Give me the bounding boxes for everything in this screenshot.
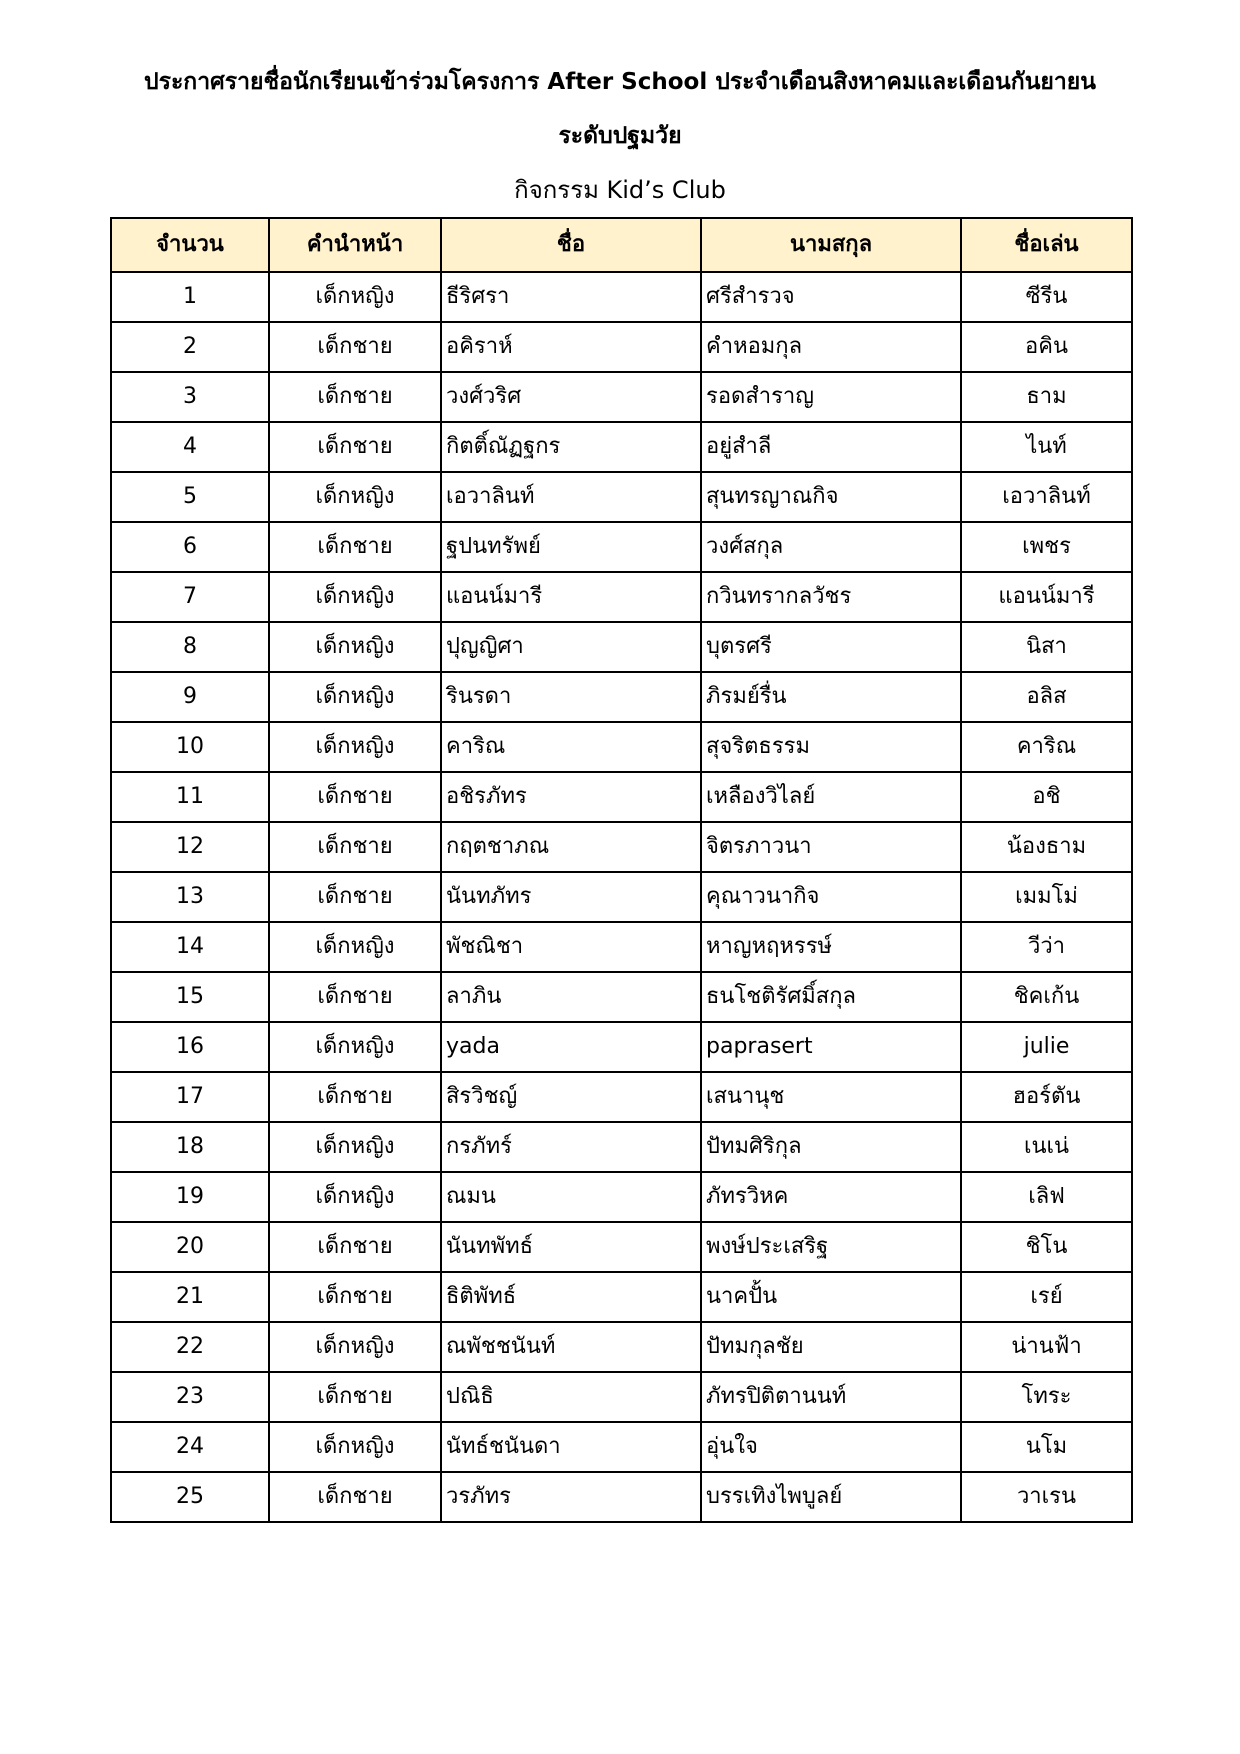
student-roster-table [110, 217, 1133, 1523]
table-row [111, 1422, 1132, 1472]
cell-prefix: เด็กชาย [269, 1222, 441, 1272]
column-header-last-name: นามสกุล [701, 218, 961, 272]
cell-last-name: ภัทรปิติตานนท์ [701, 1372, 961, 1422]
cell-nickname: น้องธาม [961, 822, 1132, 872]
table-row [111, 1472, 1132, 1522]
cell-nickname: เนเน่ [961, 1122, 1132, 1172]
cell-first-name: กรภัทร์ [441, 1122, 701, 1172]
cell-nickname: นโม [961, 1422, 1132, 1472]
cell-first-name: นัทธ์ชนันดา [441, 1422, 701, 1472]
cell-number: 19 [111, 1172, 269, 1222]
cell-number: 4 [111, 422, 269, 472]
cell-nickname: โทระ [961, 1372, 1132, 1422]
cell-number: 1 [111, 272, 269, 322]
column-header-number: จำนวน [111, 218, 269, 272]
cell-number: 9 [111, 672, 269, 722]
cell-prefix: เด็กชาย [269, 322, 441, 372]
cell-first-name: ปณิธิ [441, 1372, 701, 1422]
table-row [111, 922, 1132, 972]
cell-last-name: พงษ์ประเสริฐ [701, 1222, 961, 1272]
cell-prefix: เด็กหญิง [269, 1022, 441, 1072]
table-row [111, 672, 1132, 722]
cell-nickname: ชิคเก้น [961, 972, 1132, 1022]
cell-number: 7 [111, 572, 269, 622]
cell-first-name: ฐปนทรัพย์ [441, 522, 701, 572]
cell-first-name: นันทภัทร [441, 872, 701, 922]
cell-nickname: วีว่า [961, 922, 1132, 972]
cell-number: 23 [111, 1372, 269, 1422]
cell-first-name: ธิติพัทธ์ [441, 1272, 701, 1322]
cell-prefix: เด็กชาย [269, 1472, 441, 1522]
cell-first-name: yada [441, 1022, 701, 1072]
cell-first-name: นันทพัทธ์ [441, 1222, 701, 1272]
cell-last-name: เสนานุช [701, 1072, 961, 1122]
cell-last-name: วงศ์สกุล [701, 522, 961, 572]
cell-prefix: เด็กชาย [269, 1072, 441, 1122]
cell-prefix: เด็กหญิง [269, 572, 441, 622]
cell-last-name: สุจริตธรรม [701, 722, 961, 772]
cell-last-name: บุตรศรี [701, 622, 961, 672]
cell-last-name: เหลืองวิไลย์ [701, 772, 961, 822]
cell-first-name: ณมน [441, 1172, 701, 1222]
table-row [111, 1172, 1132, 1222]
cell-number: 17 [111, 1072, 269, 1122]
cell-first-name: อชิรภัทร [441, 772, 701, 822]
announcement-title: ประกาศรายชื่อนักเรียนเข้าร่วมโครงการ After School ประจำเดือนสิงหาคมและเดือนกันยายน [143, 69, 1097, 95]
cell-prefix: เด็กหญิง [269, 1122, 441, 1172]
cell-prefix: เด็กหญิง [269, 622, 441, 672]
cell-number: 5 [111, 472, 269, 522]
cell-number: 6 [111, 522, 269, 572]
cell-prefix: เด็กชาย [269, 522, 441, 572]
cell-first-name: สิรวิชญ์ [441, 1072, 701, 1122]
cell-prefix: เด็กชาย [269, 372, 441, 422]
cell-number: 2 [111, 322, 269, 372]
cell-first-name: วรภัทร [441, 1472, 701, 1522]
activity-name: กิจกรรม Kid’s Club [514, 176, 726, 204]
cell-last-name: หาญหฤหรรษ์ [701, 922, 961, 972]
table-header-row [111, 218, 1132, 272]
cell-prefix: เด็กหญิง [269, 1322, 441, 1372]
cell-nickname: ไนท์ [961, 422, 1132, 472]
cell-prefix: เด็กชาย [269, 822, 441, 872]
cell-last-name: ศรีสำรวจ [701, 272, 961, 322]
table-row [111, 1322, 1132, 1372]
cell-nickname: อลิส [961, 672, 1132, 722]
cell-nickname: เมมโม่ [961, 872, 1132, 922]
table-row [111, 1272, 1132, 1322]
cell-number: 25 [111, 1472, 269, 1522]
cell-nickname: น่านฟ้า [961, 1322, 1132, 1372]
cell-nickname: julie [961, 1022, 1132, 1072]
cell-nickname: นิสา [961, 622, 1132, 672]
cell-prefix: เด็กชาย [269, 1272, 441, 1322]
table-row [111, 422, 1132, 472]
cell-nickname: อคิน [961, 322, 1132, 372]
table-row [111, 622, 1132, 672]
table-row [111, 772, 1132, 822]
cell-first-name: ธีริศรา [441, 272, 701, 322]
cell-prefix: เด็กหญิง [269, 1422, 441, 1472]
cell-nickname: ซีรีน [961, 272, 1132, 322]
table-row [111, 472, 1132, 522]
column-header-nickname: ชื่อเล่น [961, 218, 1132, 272]
table-row [111, 1072, 1132, 1122]
cell-nickname: ชิโน [961, 1222, 1132, 1272]
cell-last-name: คำหอมกุล [701, 322, 961, 372]
table-row [111, 372, 1132, 422]
cell-nickname: แอนน์มารี [961, 572, 1132, 622]
cell-number: 12 [111, 822, 269, 872]
cell-last-name: ภิรมย์รื่น [701, 672, 961, 722]
cell-prefix: เด็กหญิง [269, 1172, 441, 1222]
column-header-prefix: คำนำหน้า [269, 218, 441, 272]
cell-number: 18 [111, 1122, 269, 1172]
cell-prefix: เด็กชาย [269, 422, 441, 472]
cell-last-name: ปัทมศิริกุล [701, 1122, 961, 1172]
cell-nickname: คาริณ [961, 722, 1132, 772]
cell-prefix: เด็กหญิง [269, 722, 441, 772]
table-row [111, 572, 1132, 622]
cell-first-name: ปุญญิศา [441, 622, 701, 672]
cell-last-name: จิตรภาวนา [701, 822, 961, 872]
cell-last-name: paprasert [701, 1022, 961, 1072]
cell-first-name: เอวาลินท์ [441, 472, 701, 522]
cell-last-name: ธนโชติรัศมิ์สกุล [701, 972, 961, 1022]
cell-first-name: กิตติ์ณัฏฐกร [441, 422, 701, 472]
table-body [111, 272, 1132, 1522]
education-level: ระดับปฐมวัย [558, 123, 682, 149]
cell-first-name: พัชณิชา [441, 922, 701, 972]
cell-first-name: คาริณ [441, 722, 701, 772]
table-row [111, 872, 1132, 922]
cell-nickname: เรย์ [961, 1272, 1132, 1322]
cell-number: 24 [111, 1422, 269, 1472]
cell-prefix: เด็กหญิง [269, 672, 441, 722]
table-row [111, 1222, 1132, 1272]
table-row [111, 322, 1132, 372]
table-row [111, 722, 1132, 772]
table-row [111, 822, 1132, 872]
table-row [111, 272, 1132, 322]
table-row [111, 1372, 1132, 1422]
cell-nickname: เอวาลินท์ [961, 472, 1132, 522]
cell-number: 16 [111, 1022, 269, 1072]
cell-last-name: บรรเทิงไพบูลย์ [701, 1472, 961, 1522]
cell-first-name: รินรดา [441, 672, 701, 722]
cell-last-name: อุ่นใจ [701, 1422, 961, 1472]
cell-number: 13 [111, 872, 269, 922]
cell-nickname: วาเรน [961, 1472, 1132, 1522]
cell-last-name: สุนทรญาณกิจ [701, 472, 961, 522]
cell-last-name: ภัทรวิหค [701, 1172, 961, 1222]
cell-first-name: วงศ์วริศ [441, 372, 701, 422]
cell-number: 22 [111, 1322, 269, 1372]
cell-first-name: อคิราห์ [441, 322, 701, 372]
cell-number: 21 [111, 1272, 269, 1322]
cell-nickname: อชิ [961, 772, 1132, 822]
cell-number: 3 [111, 372, 269, 422]
table-row [111, 1022, 1132, 1072]
cell-nickname: ฮอร์ตัน [961, 1072, 1132, 1122]
table-row [111, 522, 1132, 572]
cell-last-name: นาคปั้น [701, 1272, 961, 1322]
cell-last-name: อยู่สำลี [701, 422, 961, 472]
cell-last-name: รอดสำราญ [701, 372, 961, 422]
cell-number: 14 [111, 922, 269, 972]
cell-first-name: ลาภิน [441, 972, 701, 1022]
cell-last-name: กวินทรากลวัชร [701, 572, 961, 622]
cell-number: 8 [111, 622, 269, 672]
cell-nickname: ธาม [961, 372, 1132, 422]
cell-prefix: เด็กชาย [269, 772, 441, 822]
cell-first-name: กฤตชาภณ [441, 822, 701, 872]
cell-prefix: เด็กหญิง [269, 272, 441, 322]
cell-last-name: ปัทมกุลชัย [701, 1322, 961, 1372]
cell-number: 11 [111, 772, 269, 822]
cell-prefix: เด็กชาย [269, 972, 441, 1022]
table-row [111, 972, 1132, 1022]
cell-last-name: คุณาวนากิจ [701, 872, 961, 922]
cell-number: 10 [111, 722, 269, 772]
cell-number: 20 [111, 1222, 269, 1272]
cell-nickname: เลิฟ [961, 1172, 1132, 1222]
cell-first-name: แอนน์มารี [441, 572, 701, 622]
column-header-first-name: ชื่อ [441, 218, 701, 272]
cell-nickname: เพชร [961, 522, 1132, 572]
table-row [111, 1122, 1132, 1172]
cell-prefix: เด็กหญิง [269, 922, 441, 972]
cell-prefix: เด็กชาย [269, 872, 441, 922]
cell-prefix: เด็กหญิง [269, 472, 441, 522]
cell-number: 15 [111, 972, 269, 1022]
cell-first-name: ณพัชชนันท์ [441, 1322, 701, 1372]
cell-prefix: เด็กชาย [269, 1372, 441, 1422]
